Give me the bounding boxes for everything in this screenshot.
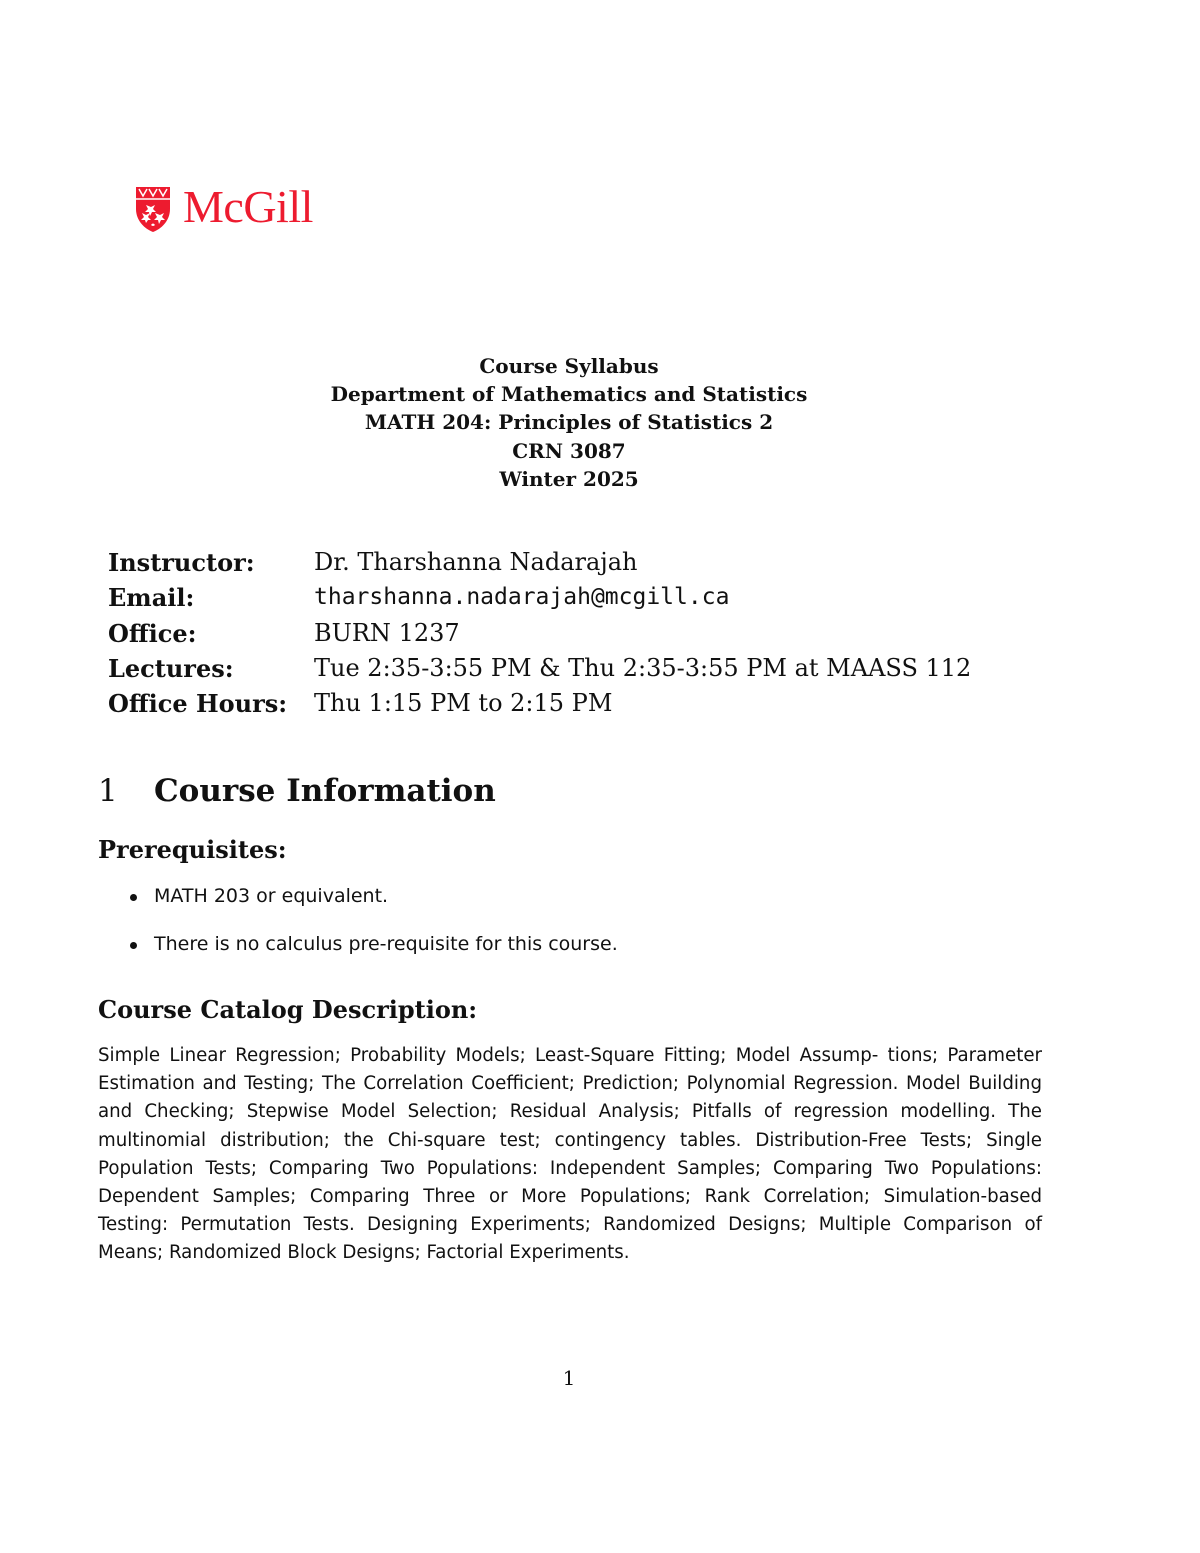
bullet-icon <box>130 894 137 901</box>
course-title: MATH 204: Principles of Statistics 2 <box>364 410 774 435</box>
document-title: Course Syllabus <box>479 354 659 378</box>
bullet-icon <box>130 942 137 949</box>
email-value: tharshanna.nadarajah@mcgill.ca <box>314 584 730 611</box>
department-name: Department of Mathematics and Statistics <box>330 382 808 407</box>
mcgill-logo <box>135 181 345 235</box>
instructor-label: Instructor: <box>108 548 255 577</box>
prerequisite-text: There is no calculus pre-requisite for this course. <box>154 933 618 955</box>
instructor-value: Dr. Tharshanna Nadarajah <box>314 548 638 576</box>
course-crn: CRN 3087 <box>512 438 626 463</box>
section-title: Course Information <box>154 773 496 809</box>
office-label: Office: <box>108 618 197 648</box>
lectures-value: Tue 2:35-3:55 PM & Thu 2:35-3:55 PM at MAASS 112 <box>314 653 972 682</box>
office-value: BURN 1237 <box>314 618 460 647</box>
syllabus-title-block <box>0 352 1138 493</box>
page-number: 1 <box>562 1366 576 1390</box>
mcgill-shield-icon <box>135 185 171 233</box>
section-heading-course-information <box>98 770 496 812</box>
email-label: Email: <box>108 583 195 613</box>
prerequisites-heading: Prerequisites: <box>98 835 287 864</box>
course-term: Winter 2025 <box>499 466 639 491</box>
catalog-description-heading: Course Catalog Description: <box>98 995 478 1024</box>
office-hours-value: Thu 1:15 PM to 2:15 PM <box>314 689 613 718</box>
mcgill-wordmark: McGill <box>183 181 313 232</box>
prerequisite-text: MATH 203 or equivalent. <box>154 885 389 907</box>
office-hours-label: Office Hours: <box>108 689 288 719</box>
lectures-label: Lectures: <box>108 653 234 683</box>
section-number: 1 <box>98 773 118 809</box>
catalog-description-text: Simple Linear Regression; Probability Models; Least-Square Fitting; Model Assump- tions; Parameter Estimation and Testing; The Correlation Coefficient; Prediction; Polynomial Regression. Model Building and Checking; Stepwise Model Selection; Residual Analysis; Pitfalls of regression modelling. The multinomial distribution; the Chi-square test; contingency tables. Distribution-Free Tests; Single Population Tests; Comparing Two Populations: Independent Samples; Comparing Two Populations: Dependent Samples; Comparing Three or More Populations; Rank Correlation; Simulation-based Testing: Permutation Tests. Designing Experiments; Randomized Designs; Multiple Comparison of Means; Randomized Block Designs; Factorial Experiments. <box>98 1045 1042 1264</box>
